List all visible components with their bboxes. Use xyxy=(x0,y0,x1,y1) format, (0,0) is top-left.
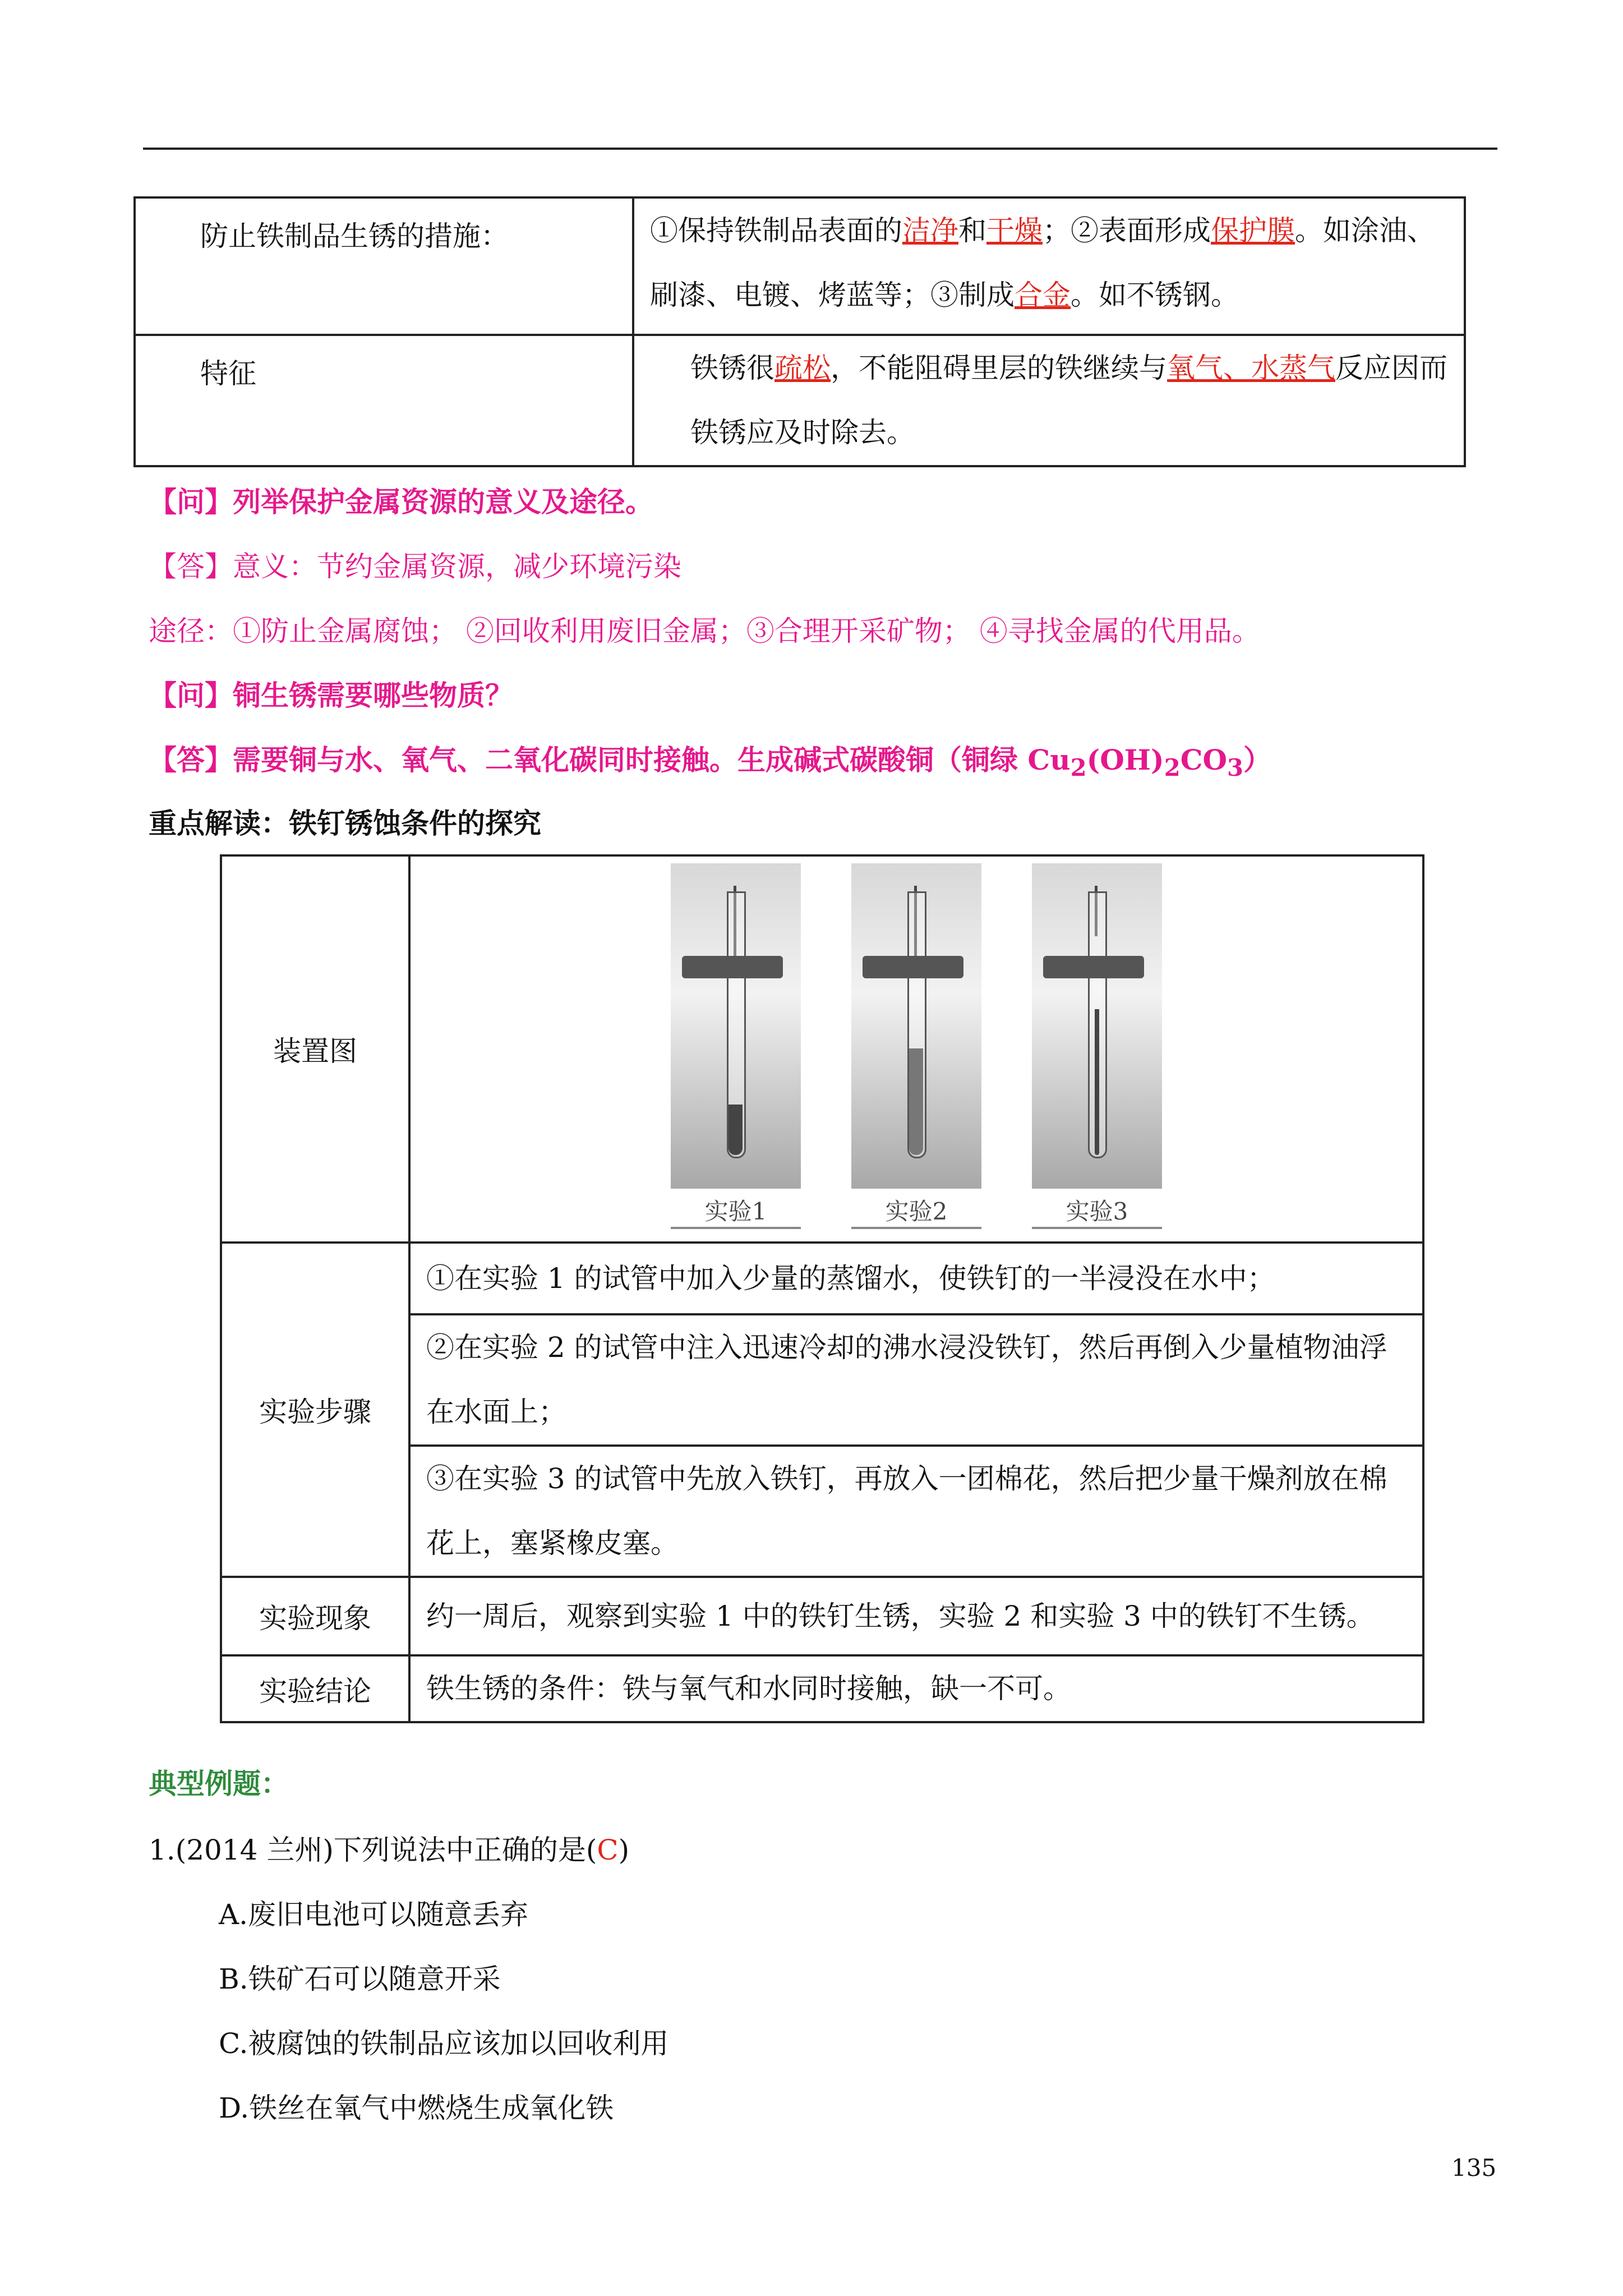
question-2: 【问】铜生锈需要哪些物质？ xyxy=(149,679,513,712)
figure-caption: 实验1 xyxy=(671,1193,801,1229)
rust-prevention-table xyxy=(133,196,1466,467)
answer-blank: 合金 xyxy=(1015,279,1071,311)
page-number: 135 xyxy=(1451,2154,1497,2182)
answer-1-methods: 途径：①防止金属腐蚀； ②回收利用废旧金属；③合理开采矿物； ④寻找金属的代用品。 xyxy=(149,615,1260,647)
text-segment: ，不能阻碍里层的铁继续与 xyxy=(831,352,1167,384)
subscript: 2 xyxy=(1070,754,1087,781)
text-segment: 铁锈很 xyxy=(690,352,774,384)
subscript: 2 xyxy=(1164,754,1181,781)
experiment-1-figure xyxy=(671,863,801,1229)
subscript: 3 xyxy=(1227,754,1244,781)
header-rule xyxy=(143,148,1497,150)
text-segment: 【答】需要铜与水、氧气、二氧化碳同时接触。生成碱式碳酸铜（铜绿 Cu xyxy=(149,743,1071,776)
row-label: 特征 xyxy=(135,335,633,466)
text-segment: 和 xyxy=(958,214,986,247)
figure-caption: 实验3 xyxy=(1032,1193,1162,1229)
step-3: ③在实验 3 的试管中先放入铁钉，再放入一团棉花，然后把少量干燥剂放在棉花上，塞紧橡皮塞。 xyxy=(409,1446,1423,1577)
option-d: D.铁丝在氧气中燃烧生成氧化铁 xyxy=(219,2092,614,2124)
section-title: 重点解读：铁钉锈蚀条件的探究 xyxy=(149,807,541,840)
figure-caption: 实验2 xyxy=(851,1193,981,1229)
answer-blank: 洁净 xyxy=(902,214,958,247)
phenomenon-text: 约一周后，观察到实验 1 中的铁钉生锈，实验 2 和实验 3 中的铁钉不生锈。 xyxy=(409,1577,1423,1655)
answer-2 xyxy=(149,738,1271,781)
row-content xyxy=(633,197,1465,335)
row-content xyxy=(633,335,1465,466)
text-segment: (OH) xyxy=(1086,743,1164,776)
step-1: ①在实验 1 的试管中加入少量的蒸馏水，使铁钉的一半浸没在水中； xyxy=(409,1243,1423,1314)
table-row xyxy=(221,855,1423,1243)
test-tube-photo xyxy=(1032,863,1162,1189)
device-figure xyxy=(409,855,1423,1243)
text-segment: 反应因而铁锈应及时除去。 xyxy=(690,352,1447,449)
test-tube-photo xyxy=(851,863,981,1189)
test-tube-photo xyxy=(671,863,801,1189)
answer-blank: 氧气、水蒸气 xyxy=(1167,352,1335,384)
step-2: ②在实验 2 的试管中注入迅速冷却的沸水浸没铁钉，然后再倒入少量植物油浮在水面上； xyxy=(409,1314,1423,1446)
experiment-3-figure xyxy=(1032,863,1162,1229)
row-label: 防止铁制品生锈的措施： xyxy=(135,197,633,335)
question-text: 1.(2014 兰州)下列说法中正确的是( xyxy=(149,1834,597,1866)
question-answer: C xyxy=(597,1834,619,1866)
answer-blank: 干燥 xyxy=(986,214,1043,247)
table-row xyxy=(135,197,1465,335)
text-segment: ①保持铁制品表面的 xyxy=(650,214,902,247)
option-b: B.铁矿石可以随意开采 xyxy=(219,1963,501,1995)
text-segment: CO xyxy=(1180,743,1228,776)
text-segment: ） xyxy=(1243,743,1272,776)
experiment-2-figure xyxy=(851,863,981,1229)
table-row xyxy=(221,1577,1423,1655)
experiment-table xyxy=(220,854,1424,1723)
text-segment: ；②表面形成 xyxy=(1043,214,1211,247)
conclusion-label: 实验结论 xyxy=(221,1655,409,1722)
option-c: C.被腐蚀的铁制品应该加以回收利用 xyxy=(219,2027,669,2060)
text-segment: 。如涂油、刷漆、电镀、烤蓝等；③制成 xyxy=(650,214,1435,311)
question-1: 【问】列举保护金属资源的意义及途径。 xyxy=(149,485,653,518)
table-row xyxy=(221,1243,1423,1314)
table-row xyxy=(221,1655,1423,1722)
example-question xyxy=(149,1828,629,1868)
device-label: 装置图 xyxy=(221,855,409,1243)
steps-label: 实验步骤 xyxy=(221,1243,409,1577)
question-text: ) xyxy=(618,1834,630,1866)
answer-blank: 保护膜 xyxy=(1211,214,1295,247)
table-row xyxy=(135,335,1465,466)
examples-title: 典型例题： xyxy=(149,1767,289,1800)
answer-blank: 疏松 xyxy=(774,352,831,384)
text-segment: 。如不锈钢。 xyxy=(1071,279,1239,311)
answer-1: 【答】意义：节约金属资源，减少环境污染 xyxy=(149,550,681,583)
option-a: A.废旧电池可以随意丢弃 xyxy=(219,1898,529,1931)
conclusion-text: 铁生锈的条件：铁与氧气和水同时接触，缺一不可。 xyxy=(409,1655,1423,1722)
phenomenon-label: 实验现象 xyxy=(221,1577,409,1655)
